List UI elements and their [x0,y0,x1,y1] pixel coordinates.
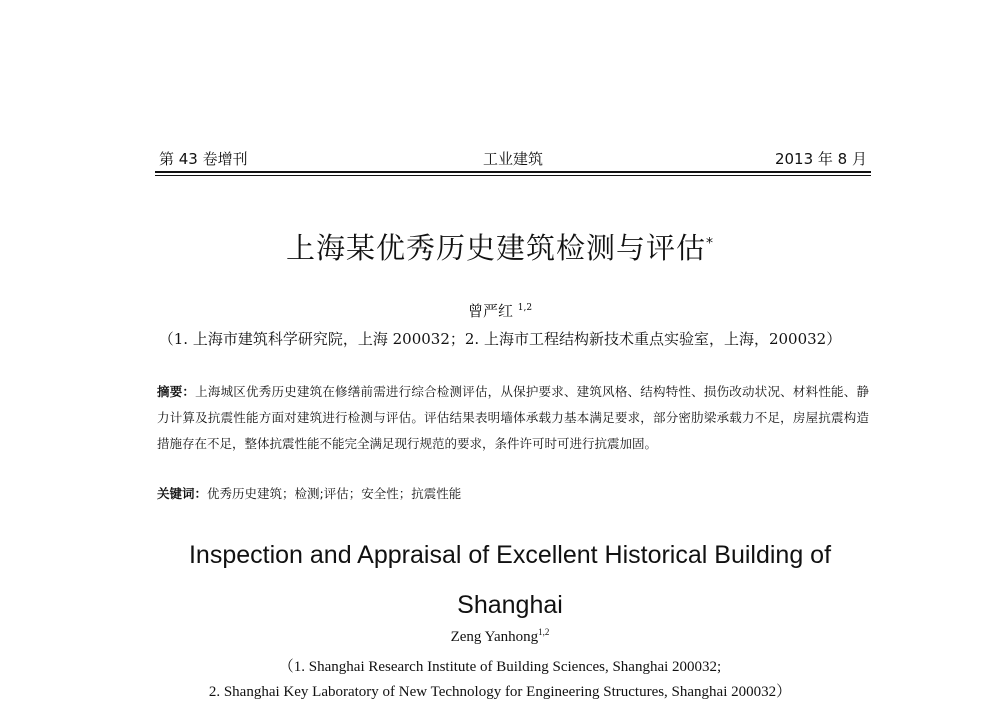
volume-label: 第 43 卷增刊 [159,150,248,168]
title-english: Inspection and Appraisal of Excellent Historical Building of Shanghai [188,541,832,619]
affiliation-chinese: （1. 上海市建筑科学研究院，上海 200032；2. 上海市工程结构新技术重点实验室，上海，200032） [158,330,842,348]
header-rule-thick [155,171,871,173]
keywords-text: 优秀历史建筑；检测;评估；安全性；抗震性能 [207,486,462,501]
author-chinese-affil-mark: 1,2 [517,303,533,313]
affiliation-english-2: 2. Shanghai Key Laboratory of New Technology for Engineering Structures, Shanghai 200032） [208,684,792,700]
issue-date: 2013 年 8 月 [774,150,867,168]
affiliation-english-1: （1. Shanghai Research Institute of Building Sciences, Shanghai 200032; [278,659,722,675]
author-english-affil-mark: 1,2 [538,627,550,637]
author-english-name: Zeng Yanhong [450,629,539,645]
title-chinese-text: 上海某优秀历史建筑检测与评估 [285,231,706,265]
author-chinese [0,300,1000,321]
abstract-label: 摘要： [157,384,196,399]
title-footnote-mark: * [706,235,714,252]
author-english [0,627,1000,646]
title-chinese [0,226,1000,267]
journal-name: 工业建筑 [482,150,543,168]
running-header [155,146,871,172]
header-rule-thin [155,175,871,176]
abstract [157,379,869,457]
keywords-label: 关键词： [157,486,208,501]
abstract-text: 上海城区优秀历史建筑在修缮前需进行综合检测评估，从保护要求、建筑风格、结构特性、损伤改动状况、材料性能、静力计算及抗震性能方面对建筑进行检测与评估。评估结果表明墙体承载力基本满足要求，部分密肋梁承载力不足，房屋抗震构造措施存在不足，整体抗震性能不能完全满足现行规范的要求，条件许可时可进行抗震加固。 [157,384,869,451]
keywords [157,484,461,502]
author-chinese-name: 曾严红 [467,302,513,320]
